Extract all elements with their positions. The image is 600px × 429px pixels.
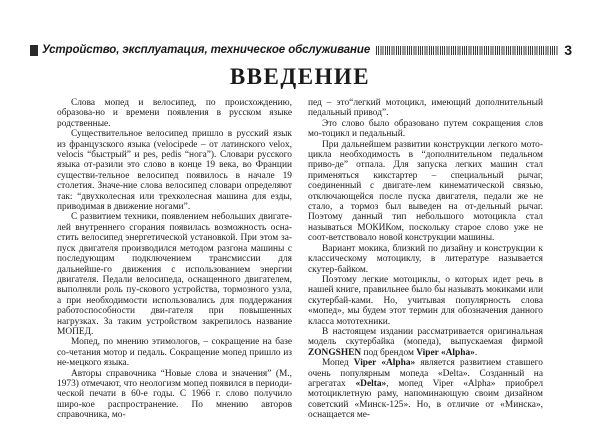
text-run: Мопед [322, 358, 354, 369]
left-column [57, 98, 292, 421]
paragraph: Существительное велосипед пришло в русский язык из французского языка (velocipede – от латинского velox, velocis “быстрый” и pes, pedis “нога”). Словари русского языка от-разили это слово в конце 19 века, во Франции существи-тельное велосипед появилось в начале 19 столетия. Значе-ние слова велосипед словари определяют так: “двухколесная или трехколесная машина для езды, приводимая в движение ногами”. [57, 129, 292, 213]
running-header [30, 42, 572, 58]
paragraph: Мопед, по мнению этимологов, – сокращение на базе со-четания мотор и педаль. Сокращение мопед пришло из не-мецкого языка. [57, 337, 292, 369]
page-heading: ВВЕДЕНИЕ [229, 64, 371, 89]
text-run: , мопед Viper «Alpha» приобрел мотоциклетную раму, напоминающую своим дизайном советский «Минск-125». Но, в отличие от «Минска», оснащается ме- [308, 378, 543, 421]
paragraph [308, 358, 543, 420]
paragraph [308, 327, 543, 358]
paragraph-continued: пед – это“легкий мотоцикл, имеющий дополнительный педальный привод”. [308, 98, 543, 119]
page-number: 3 [564, 42, 572, 58]
paragraph: Поэтому легкие мотоциклы, о которых идет речь в нашей книге, правильнее было бы называть мокиками или скутербай-ками. Но, учитывая популярность слова «мопед», мы будем этот термин для обозначения данного класса мототехники. [308, 274, 543, 327]
paragraph: При дальнейшем развитии конструкции легкого мото-цикла необходимость в “дополнительном педальном приво-де” отпала. Для запуска легких машин стал применяться кикстартер – специальный рычаг, соединенный с двигате-лем кинематической связью, отключающейся после пуска двигателя, педали же не стало, а тормоз был выведен на от-дельный рычаг. Поэтому данный тип небольшого мотоцикла стал называться МОКИКом, поскольку старое слово уже не соот-ветствовало новой конструкции машины. [308, 139, 543, 244]
paragraph: Вариант мокика, близкий по дизайну и конструкции к классическому мотоциклу, в литературе называется скутер-байком. [308, 243, 543, 275]
model-name: Viper «Alpha» [416, 347, 475, 358]
text-run: В настоящем издании рассматривается оригинальная модель скутербайка (мопеда), выпускаемая фирмой [308, 326, 543, 348]
text-run: является развитием ставшего очень популярным мопеда «Delta». Созданный на агрегатах [308, 358, 543, 389]
header-dotted-rule [376, 46, 558, 55]
header-section-title: Устройство, эксплуатация, техническое обслуживание [42, 44, 371, 56]
model-name: Viper «Alpha» [353, 358, 416, 369]
right-column [308, 98, 543, 421]
text-run: . [474, 347, 478, 358]
paragraph: Это слово было образовано путем сокращения слов мо-тоцикл и педальный. [308, 118, 543, 140]
brand-name: ZONGSHEN [308, 347, 362, 358]
text-run: под брендом [361, 347, 417, 358]
header-bar-marker [30, 45, 38, 56]
model-name: «Delta» [355, 378, 387, 389]
paragraph: Авторы справочника “Новые слова и значения” (М., 1973) отмечают, что неологизм мопед появился в периоди-ческой печати в 60-е годы. С 1966 г. слово получило широ-кое распространение. По мнению авторов справочника, мо- [57, 368, 292, 421]
paragraph: С развитием техники, появлением небольших двигате-лей внутреннего сгорания появилась возможность осна-стить велосипед энергетической установкой. При этом за-пуск двигателя производился методом разгона машины с последующим подключением трансмиссии для дальнейше-го движения с использованием энергии двигателя. Педали велосипеда, оснащенного двигателем, выполняли роль пу-скового устройства, тормозного узла, а при необходимости использовались для поддержания работоспособности дви-гателя при повышенных нагрузках. За таким устройством закрепилось название МОПЕД. [57, 212, 292, 337]
paragraph: Слова мопед и велосипед, по происхождению, образова-но и времени появления в русском языке родственные. [57, 98, 292, 129]
